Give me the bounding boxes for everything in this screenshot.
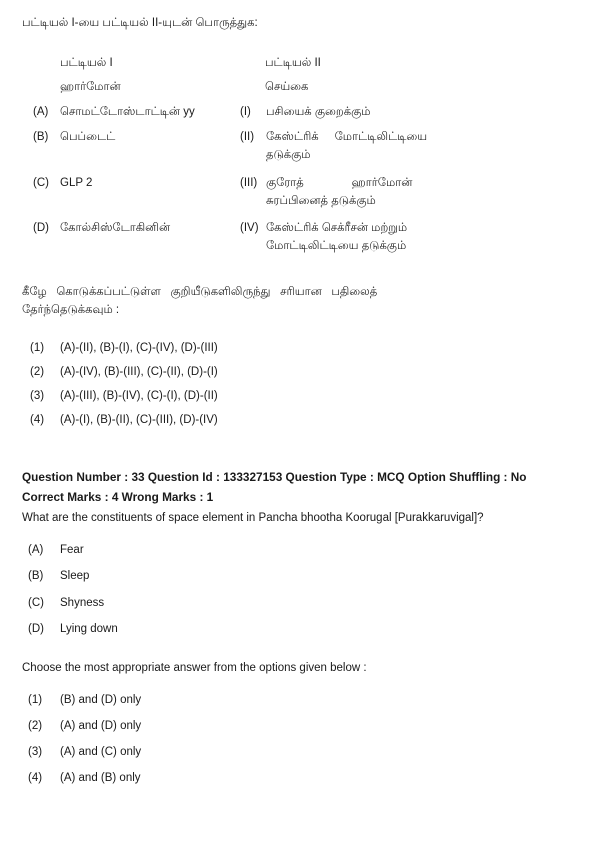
tamil-option-4: (A)-(I), (B)-(II), (C)-(III), (D)-(IV) [60, 414, 218, 426]
list2-item-ii: கேஸ்ட்ரிக் மோட்டிலிட்டியை [266, 131, 428, 143]
list1-label-d: (D) [33, 222, 49, 234]
item-b: Sleep [60, 570, 90, 582]
list1-item-c: GLP 2 [60, 177, 93, 189]
item-c: Shyness [60, 597, 105, 609]
option-label-2: (2) [28, 720, 43, 732]
list2-item-iii-cont: சுரப்பினைத் தடுக்கும் [266, 195, 376, 207]
instruction-text: பட்டியல் I-யை பட்டியல் II-யுடன் பொருத்துக: [22, 17, 258, 29]
list2-item-iv: கேஸ்ட்ரிக் செக்ரீசன் மற்றும் [266, 222, 408, 234]
option-label-3: (3) [28, 746, 43, 758]
tamil-option-label-1: (1) [30, 342, 45, 354]
option-label-4: (4) [28, 772, 43, 784]
list2-item-iv-cont: மோட்டிலிட்டியை தடுக்கும் [266, 240, 407, 252]
list1-subheader: ஹார்மோன் [60, 81, 121, 93]
option-label-1: (1) [28, 694, 43, 706]
item-a: Fear [60, 544, 84, 556]
tamil-option-2: (A)-(IV), (B)-(III), (C)-(II), (D)-(I) [60, 366, 218, 378]
list1-header: பட்டியல் I [60, 57, 113, 69]
list1-label-c: (C) [33, 177, 49, 189]
tamil-option-label-2: (2) [30, 366, 45, 378]
tamil-option-1: (A)-(II), (B)-(I), (C)-(IV), (D)-(III) [60, 342, 218, 354]
list2-item-i: பசியைக் குறைக்கும் [266, 106, 371, 118]
list1-label-b: (B) [33, 131, 49, 143]
list2-item-iii: குரோத் ஹார்மோன் [266, 177, 413, 189]
list2-label-i: (I) [240, 106, 251, 118]
list2-header: பட்டியல் II [265, 57, 321, 69]
choose-text-line1: கீழே கொடுக்கப்பட்டுள்ள குறியீடுகளிலிருந்து சரியான பதிலைத் [22, 286, 378, 298]
item-label-a: (A) [28, 544, 44, 556]
list2-label-iv: (IV) [240, 222, 259, 234]
question-text: What are the constituents of space element in Pancha bhootha Koorugal [Purakkaruvigal]? [22, 512, 484, 524]
option-3: (A) and (C) only [60, 746, 142, 758]
tamil-option-label-4: (4) [30, 414, 45, 426]
choose-text-line2: தேர்ந்தெடுக்கவும் : [22, 304, 120, 316]
list1-item-a: சொமட்டோஸ்டாட்டின் yy [60, 106, 195, 118]
choose-instruction: Choose the most appropriate answer from the options given below : [22, 662, 367, 674]
list1-item-b: பெப்டைட் [60, 131, 116, 143]
option-4: (A) and (B) only [60, 772, 141, 784]
list1-label-a: (A) [33, 106, 49, 118]
tamil-option-label-3: (3) [30, 390, 45, 402]
list2-subheader: செய்கை [265, 81, 309, 93]
option-2: (A) and (D) only [60, 720, 142, 732]
question-meta-line1: Question Number : 33 Question Id : 133327153 Question Type : MCQ Option Shuffling : No [22, 470, 527, 484]
tamil-option-3: (A)-(III), (B)-(IV), (C)-(I), (D)-(II) [60, 390, 218, 402]
list2-item-ii-cont: தடுக்கும் [266, 149, 311, 161]
question-meta-line2: Correct Marks : 4 Wrong Marks : 1 [22, 490, 214, 504]
list2-label-ii: (II) [240, 131, 255, 143]
list2-label-iii: (III) [240, 177, 258, 189]
item-d: Lying down [60, 623, 118, 635]
item-label-b: (B) [28, 570, 44, 582]
item-label-c: (C) [28, 597, 44, 609]
option-1: (B) and (D) only [60, 694, 142, 706]
item-label-d: (D) [28, 623, 44, 635]
list1-item-d: கோல்சிஸ்டோகினின் [60, 222, 171, 234]
